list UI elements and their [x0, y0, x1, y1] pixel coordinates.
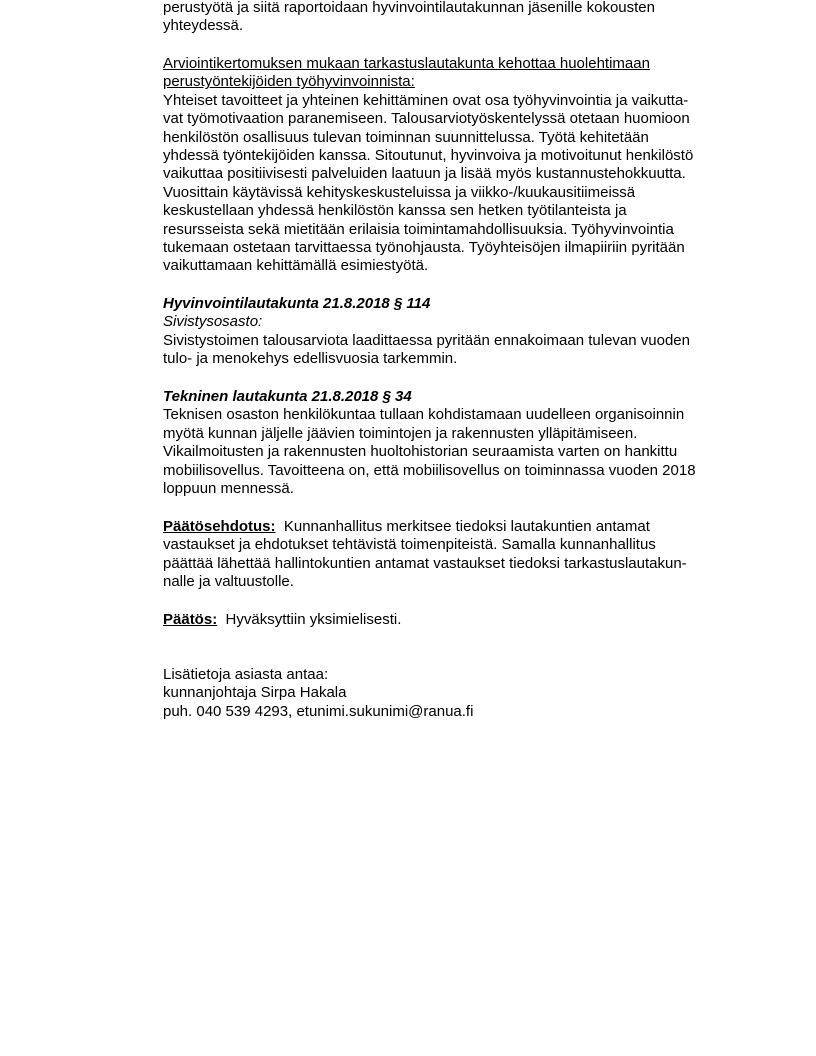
contact-info: [163, 666, 473, 721]
text-line: tulo- ja menokehys edellisvuosia tarkemmin.: [163, 350, 458, 368]
proposal-body: [163, 536, 687, 591]
text-line: perustyöntekijöiden työhyvinvoinnista:: [163, 73, 415, 91]
text-line: kunnanjohtaja Sirpa Hakala: [163, 684, 347, 702]
text-line: Vuosittain käytävissä kehityskeskusteluissa ja viikko-/kuukausitiimeissä: [163, 183, 636, 201]
text-line: puh. 040 539 4293, etunimi.sukunimi@ranua.fi: [163, 702, 474, 720]
intro-paragraph: [163, 0, 655, 36]
text-line: yhteydessä.: [163, 17, 244, 35]
text-line: myötä kunnan jäljelle jäävien toimintojen ja rakennusten ylläpitämiseen.: [163, 424, 638, 442]
proposal-first-line: [163, 518, 687, 536]
text-line: mobiilisovellus. Tavoitteena on, että mobiilisovellus on toiminnassa vuoden 2018: [163, 461, 696, 479]
technical-board-body: [163, 406, 696, 498]
text-line: tukemaan ostetaan tarvittaessa työnohjausta. Työyhteisöjen ilmapiiriin pyritään: [163, 238, 685, 256]
text-line: päättää lähettää hallintokuntien antamat vastaukset tiedoksi tarkastuslautakun-: [163, 554, 687, 572]
decision-label: Päätös:: [163, 611, 218, 628]
proposal-label: Päätösehdotus:: [163, 518, 276, 535]
welfare-board-heading: Hyvinvointilautakunta 21.8.2018 § 114: [163, 295, 431, 312]
assessment-heading: [163, 55, 693, 92]
text-line: vaikuttaa positiivisesti palveluiden laatuun ja lisää myös kustannustehokkuutta.: [163, 165, 686, 183]
welfare-board-section: [163, 295, 690, 369]
text-line: Sivistystoimen talousarviota laadittaessa pyritään ennakoimaan tulevan vuoden: [163, 331, 690, 349]
text-line: yhdessä työntekijöiden kanssa. Sitoutunut, hyvinvoiva ja motivoitunut henkilöstö: [163, 146, 694, 164]
text-line: Vikailmoitusten ja rakennusten huoltohistorian seuraamista varten on hankittu: [163, 443, 678, 461]
technical-board-section: [163, 388, 696, 498]
decision-text: Hyväksyttiin yksimielisesti.: [225, 611, 402, 628]
text-line: Teknisen osaston henkilökuntaa tullaan kohdistamaan uudelleen organisoinnin: [163, 406, 685, 424]
text-line: vat työmotivaation paranemiseen. Talousarviotyöskentelyssä otetaan huomioon: [163, 110, 690, 128]
text-line: vastaukset ja ehdotukset tehtävistä toimenpiteistä. Samalla kunnanhallitus: [163, 536, 656, 554]
welfare-board-subheading: Sivistysosasto:: [163, 313, 263, 331]
assessment-body: [163, 92, 693, 276]
assessment-section: [163, 55, 693, 276]
text-line: perustyötä ja siitä raportoidaan hyvinvointilautakunnan jäsenille kokousten: [163, 0, 655, 16]
proposal-text: Kunnanhallitus merkitsee tiedoksi lautakuntien antamat: [283, 518, 650, 535]
text-line: nalle ja valtuustolle.: [163, 573, 294, 591]
text-line: Arviointikertomuksen mukaan tarkastuslautakunta kehottaa huolehtimaan: [163, 55, 650, 72]
text-line: loppuun mennessä.: [163, 479, 294, 497]
text-line: vaikuttamaan kehittämällä esimiestyötä.: [163, 257, 429, 275]
proposal-section: [163, 518, 687, 592]
text-line: Yhteiset tavoitteet ja yhteinen kehittäminen ovat osa työhyvinvointia ja vaikutta-: [163, 91, 689, 109]
text-line: keskustellaan yhdessä henkilöstön kanssa sen hetken työtilanteista ja: [163, 202, 627, 220]
welfare-board-body: [163, 332, 690, 369]
text-line: Lisätietoja asiasta antaa:: [163, 666, 329, 683]
text-line: henkilöstön osallisuus tulevan toiminnan suunnittelussa. Työtä kehitetään: [163, 128, 649, 146]
decision-section: [163, 611, 401, 629]
text-line: resursseista sekä mietitään erilaisia toimintamahdollisuuksia. Työhyvinvointia: [163, 220, 674, 238]
technical-board-heading: Tekninen lautakunta 21.8.2018 § 34: [163, 388, 412, 405]
